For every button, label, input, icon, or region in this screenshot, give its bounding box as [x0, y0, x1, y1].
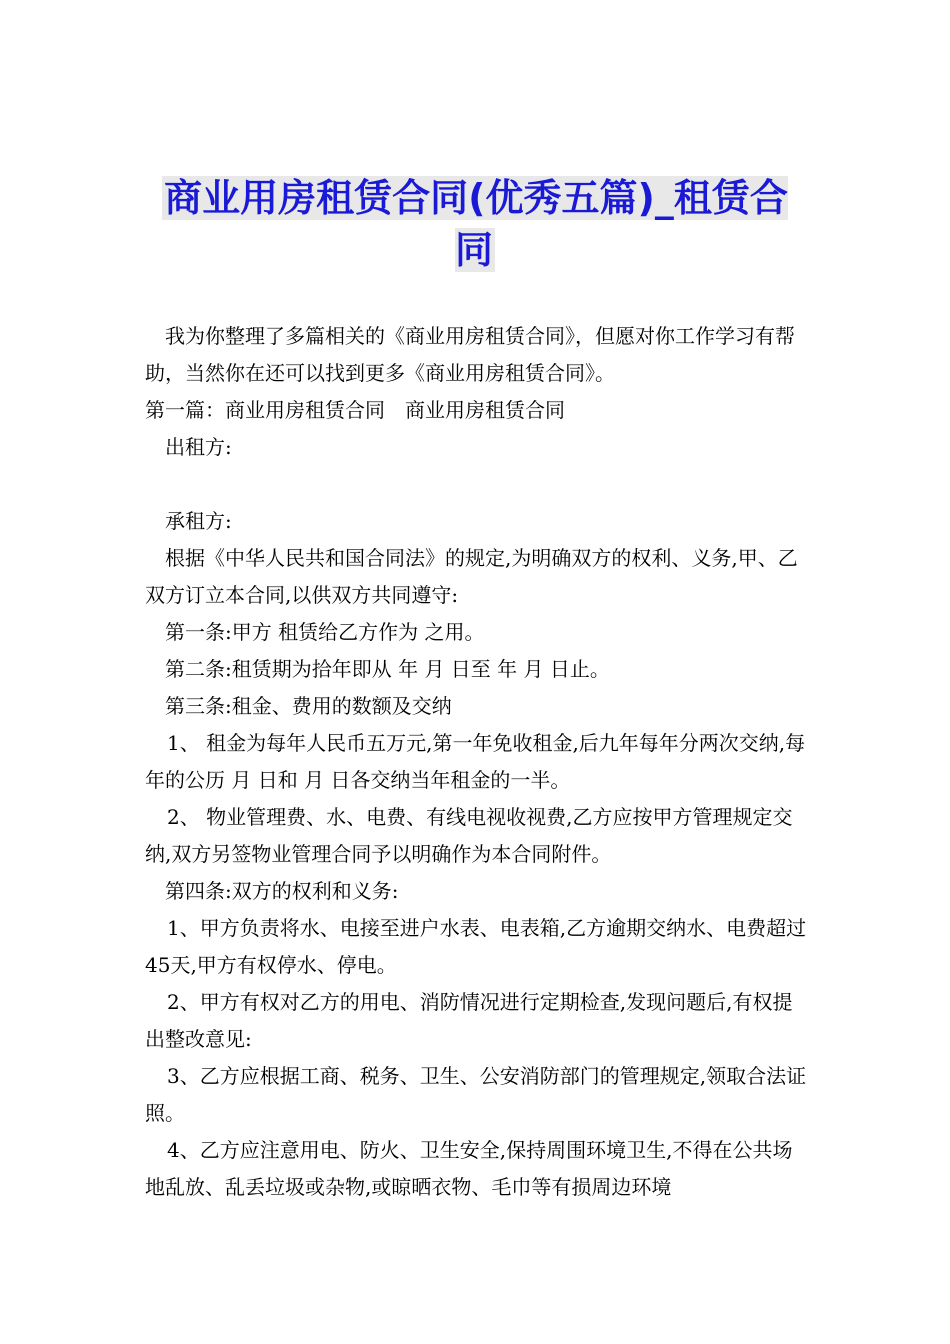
paragraph-article-4-item-3: 3、乙方应根据工商、税务、卫生、公安消防部门的管理规定,领取合法证照。 [145, 1064, 807, 1125]
document-body [145, 318, 810, 1206]
paragraph-lessee: 承租方: [165, 509, 232, 533]
paragraph-article-4-item-1: 1、甲方负责将水、电接至进户水表、电表箱,乙方逾期交纳水、电费超过45天,甲方有权停水、停电。 [145, 916, 807, 977]
document-title-text: 商业用房租赁合同(优秀五篇)_租赁合同 [164, 176, 788, 272]
paragraph-article-4-item-4: 4、乙方应注意用电、防火、卫生安全,保持周围环境卫生,不得在公共场地乱放、乱丢垃圾或杂物,或晾晒衣物、毛巾等有损周边环境 [145, 1138, 793, 1199]
paragraph-article-3-item-2: 2、 物业管理费、水、电费、有线电视收视费,乙方应按甲方管理规定交纳,双方另签物业管理合同予以明确作为本合同附件。 [145, 805, 793, 866]
paragraph-article-3-item-1: 1、 租金为每年人民币五万元,第一年免收租金,后九年每年分两次交纳,每年的公历 月 日和 月 日各交纳当年租金的一半。 [145, 731, 806, 792]
paragraph-article-1: 第一条:甲方 租赁给乙方作为 之用。 [165, 620, 485, 644]
paragraph-intro: 我为你整理了多篇相关的《商业用房租赁合同》，但愿对你工作学习有帮助，当然你在还可以找到更多《商业用房租赁合同》。 [145, 324, 795, 385]
paragraph-section-heading: 第一篇：商业用房租赁合同 商业用房租赁合同 [145, 398, 565, 422]
paragraph-article-2: 第二条:租赁期为拾年即从 年 月 日至 年 月 日止。 [165, 657, 610, 681]
paragraph-lessor: 出租方: [165, 435, 232, 459]
paragraph-article-4-item-2: 2、甲方有权对乙方的用电、消防情况进行定期检查,发现问题后,有权提出整改意见: [145, 990, 793, 1051]
paragraph-article-4: 第四条:双方的权利和义务: [165, 879, 399, 903]
blank-line [145, 466, 810, 503]
document-title [150, 172, 800, 276]
paragraph-article-3: 第三条:租金、费用的数额及交纳 [165, 694, 452, 718]
paragraph-preamble: 根据《中华人民共和国合同法》的规定,为明确双方的权利、义务,甲、乙双方订立本合同,以供双方共同遵守: [145, 546, 798, 607]
